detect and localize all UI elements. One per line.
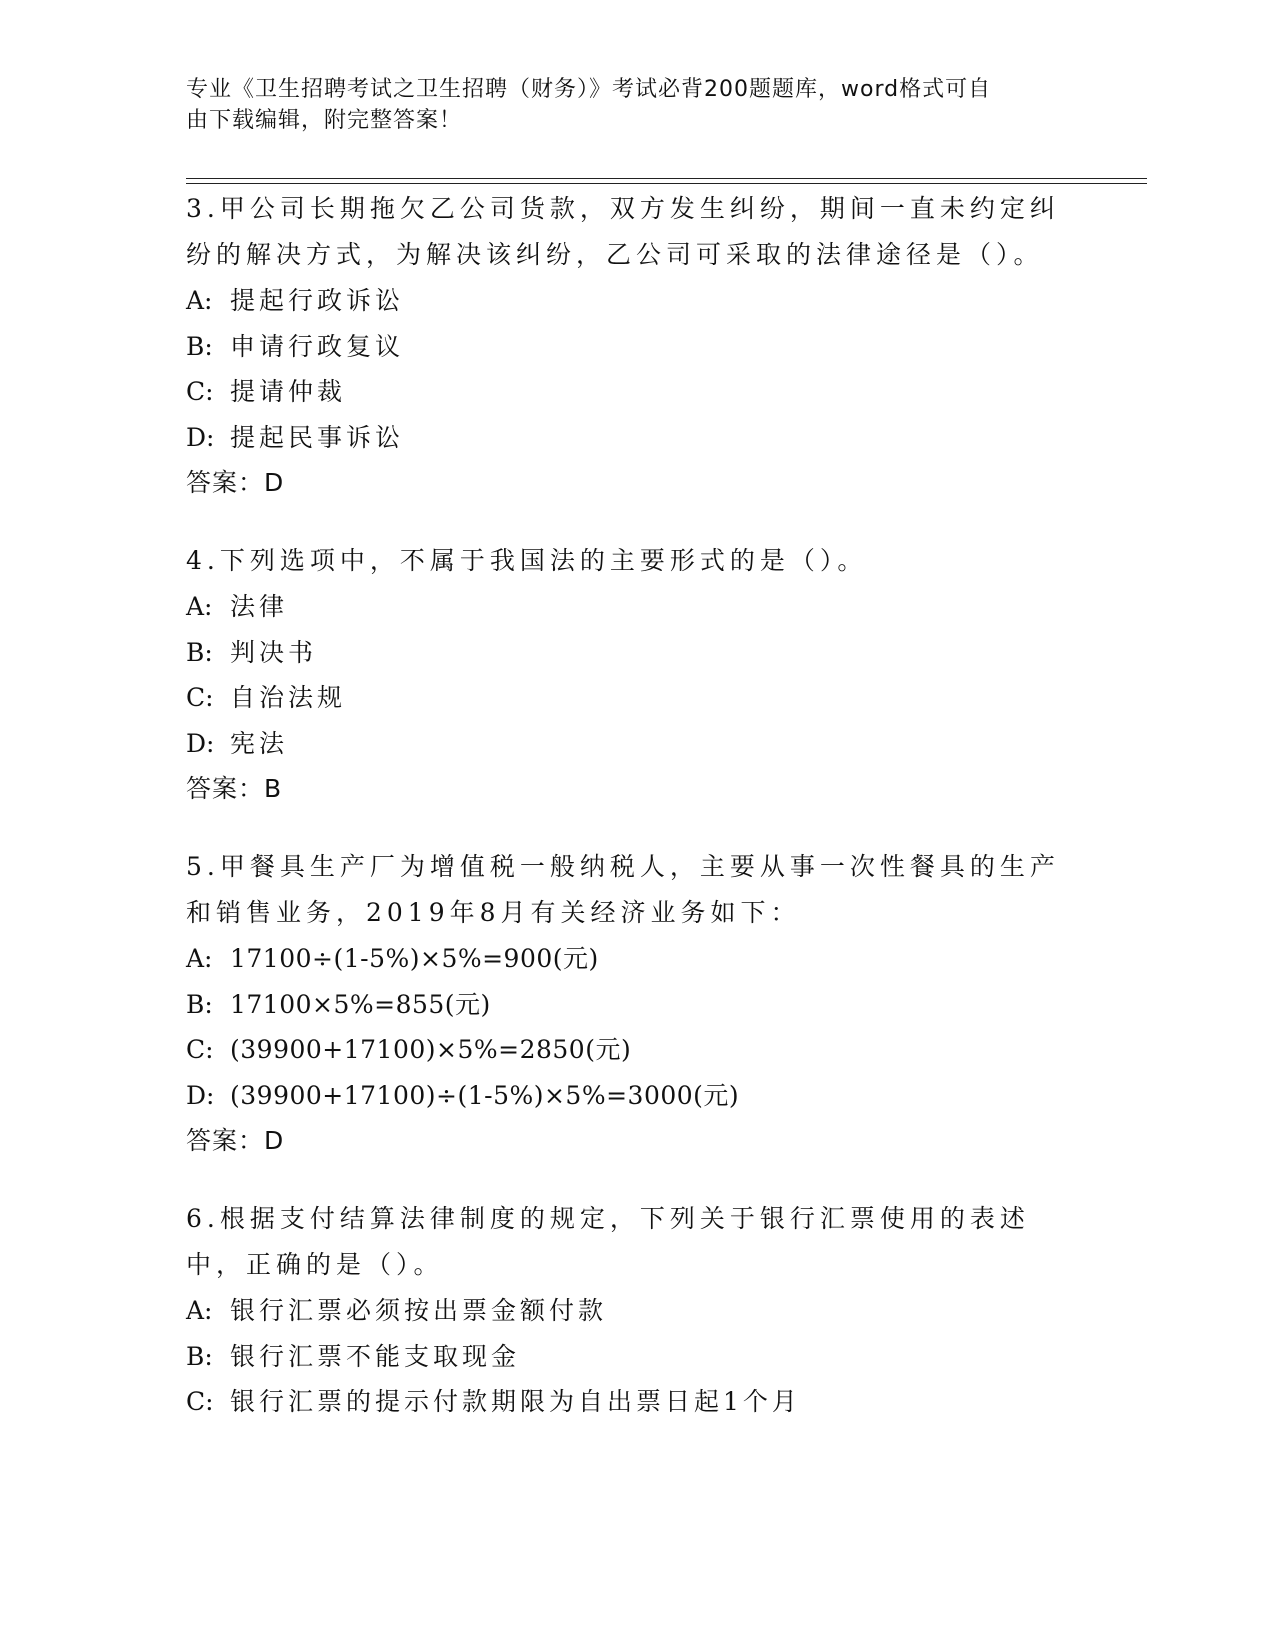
- option-text: 17100×5%=855(元): [230, 989, 491, 1019]
- option-text: 银行汇票必须按出票金额付款: [230, 1296, 608, 1325]
- header-line-1: 专业《卫生招聘考试之卫生招聘（财务）》考试必背200题题库，word格式可自: [186, 77, 992, 102]
- option-key: B:: [186, 331, 213, 361]
- option-c: [186, 1027, 1086, 1073]
- question-block: [186, 538, 1086, 812]
- option-key: A:: [186, 1296, 213, 1325]
- option-text: 提起行政诉讼: [230, 286, 405, 315]
- option-text: 提请仲裁: [230, 377, 347, 406]
- option-text: 判决书: [230, 637, 318, 667]
- option-key: D:: [186, 728, 215, 758]
- question-block: [186, 1196, 1086, 1425]
- answer-label: 答案：D: [186, 1126, 285, 1155]
- option-key: A:: [186, 286, 213, 315]
- question-stem: 3.甲公司长期拖欠乙公司货款，双方发生纠纷，期间一直未约定纠纷的解决方式，为解决该纠纷，乙公司可采取的法律途径是（）。: [186, 194, 1060, 269]
- option-text: 申请行政复议: [230, 331, 405, 361]
- option-text: 法律: [230, 592, 289, 621]
- option-a: [186, 1288, 1086, 1334]
- option-key: A:: [186, 944, 213, 973]
- question-block: [186, 844, 1086, 1164]
- question-stem: 4.下列选项中，不属于我国法的主要形式的是（）。: [186, 546, 868, 575]
- option-key: C:: [186, 1035, 214, 1064]
- answer-label: 答案：B: [186, 774, 283, 803]
- option-key: B:: [186, 989, 213, 1019]
- option-text: (39900+17100)×5%=2850(元): [230, 1035, 632, 1064]
- option-a: [186, 584, 1086, 630]
- option-key: C:: [186, 377, 214, 406]
- option-key: C:: [186, 683, 214, 712]
- option-c: [186, 369, 1086, 415]
- option-text: 宪法: [230, 728, 289, 758]
- question-stem: 5.甲餐具生产厂为增值税一般纳税人，主要从事一次性餐具的生产和销售业务，2019年8月有关经济业务如下：: [186, 852, 1060, 927]
- option-c: [186, 1379, 1086, 1425]
- option-text: 17100÷(1-5%)×5%=900(元): [230, 944, 599, 973]
- option-text: 银行汇票不能支取现金: [230, 1341, 521, 1371]
- question-block: [186, 186, 1086, 506]
- option-text: 自治法规: [230, 683, 347, 712]
- document-header: [186, 74, 1066, 136]
- option-b: [186, 1334, 1086, 1380]
- option-a: [186, 278, 1086, 324]
- option-key: D:: [186, 1080, 215, 1110]
- option-key: C:: [186, 1387, 214, 1416]
- option-b: [186, 982, 1086, 1028]
- option-d: [186, 1073, 1086, 1119]
- option-text: 银行汇票的提示付款期限为自出票日起1个月: [230, 1387, 801, 1416]
- option-key: B:: [186, 1341, 213, 1371]
- option-b: [186, 324, 1086, 370]
- header-line-2: 由下载编辑，附完整答案！: [186, 108, 463, 133]
- option-text: (39900+17100)÷(1-5%)×5%=3000(元): [230, 1080, 740, 1110]
- option-c: [186, 675, 1086, 721]
- option-d: [186, 415, 1086, 461]
- option-text: 提起民事诉讼: [230, 422, 405, 452]
- option-d: [186, 721, 1086, 767]
- option-a: [186, 936, 1086, 982]
- option-b: [186, 630, 1086, 676]
- question-stem: 6.根据支付结算法律制度的规定，下列关于银行汇票使用的表述中，正确的是（）。: [186, 1204, 1030, 1279]
- header-divider-top: [186, 178, 1147, 179]
- header-divider-bottom: [186, 183, 1147, 184]
- answer-label: 答案：D: [186, 468, 285, 497]
- option-key: B:: [186, 637, 213, 667]
- option-key: A:: [186, 592, 213, 621]
- option-key: D:: [186, 422, 215, 452]
